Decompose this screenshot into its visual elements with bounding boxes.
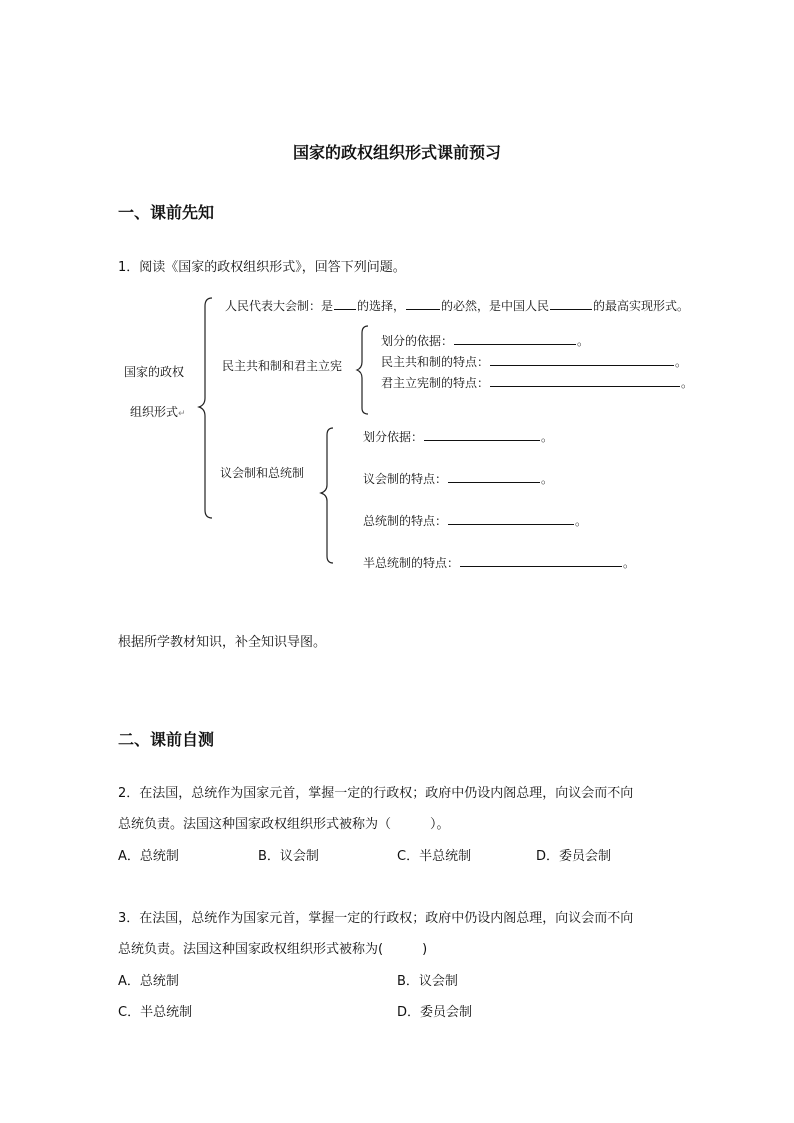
- branch-c-item-1: 划分依据： 。: [363, 430, 554, 444]
- q3-option-a[interactable]: A．总统制: [118, 974, 179, 989]
- diagram-instruction: 根据所学教材知识，补全知识导图。: [118, 635, 327, 650]
- question-1: 1．阅读《国家的政权组织形式》，回答下列问题。: [118, 260, 406, 275]
- section-1-heading: 一、课前先知: [118, 203, 215, 222]
- blank-field[interactable]: [490, 353, 674, 366]
- root-label-line2: 组织形式↵: [130, 405, 186, 419]
- branch-a-npc: 人民代表大会制：是 的选择， 的必然，是中国人民 的最高实现形式。: [225, 299, 690, 313]
- page-title: 国家的政权组织形式课前预习: [292, 143, 501, 162]
- branch-c-item-4: 半总统制的特点： 。: [363, 556, 636, 570]
- branch-b-item-2: 民主共和制的特点： 。: [381, 355, 688, 369]
- branch-c-item-3: 总统制的特点： 。: [363, 514, 588, 528]
- blank-field[interactable]: [406, 297, 440, 310]
- branch-c-item-2: 议会制的特点： 。: [363, 472, 554, 486]
- blank-field[interactable]: [550, 297, 592, 310]
- root-label-line1: 国家的政权: [124, 365, 185, 379]
- question-2-line2: 总统负责。法国这种国家政权组织形式被称为（ ）。: [118, 817, 450, 832]
- q2-option-b[interactable]: B．议会制: [258, 849, 319, 864]
- blank-field[interactable]: [334, 297, 356, 310]
- blank-field[interactable]: [490, 374, 680, 387]
- question-3-line1: 3．在法国，总统作为国家元首，掌握一定的行政权；政府中仍设内阁总理，向议会而不向: [118, 911, 634, 926]
- q3-option-d[interactable]: D．委员会制: [397, 1005, 473, 1020]
- return-mark: ↵: [178, 409, 186, 419]
- q2-option-c[interactable]: C．半总统制: [397, 849, 472, 864]
- q2-option-d[interactable]: D．委员会制: [536, 849, 612, 864]
- q3-option-b[interactable]: B．议会制: [397, 974, 458, 989]
- branch-c-label: 议会制和总统制: [220, 466, 305, 480]
- blank-field[interactable]: [448, 470, 540, 483]
- q3-option-c[interactable]: C．半总统制: [118, 1005, 193, 1020]
- question-3-line2: 总统负责。法国这种国家政权组织形式被称为( ): [118, 942, 428, 957]
- question-2-line1: 2．在法国，总统作为国家元首，掌握一定的行政权；政府中仍设内阁总理，向议会而不向: [118, 786, 634, 801]
- q2-option-a[interactable]: A．总统制: [118, 849, 179, 864]
- blank-field[interactable]: [460, 554, 622, 567]
- branch-b-item-3: 君主立宪制的特点： 。: [381, 376, 694, 390]
- branch-b-item-1: 划分的依据： 。: [381, 334, 590, 348]
- blank-field[interactable]: [448, 512, 574, 525]
- root-brace: [199, 298, 212, 518]
- blank-field[interactable]: [454, 332, 576, 345]
- section-2-heading: 二、课前自测: [118, 730, 215, 749]
- brace-b: [357, 326, 368, 414]
- branch-b-label: 民主共和制和君主立宪: [222, 359, 343, 373]
- brace-c: [321, 428, 333, 563]
- blank-field[interactable]: [424, 428, 540, 441]
